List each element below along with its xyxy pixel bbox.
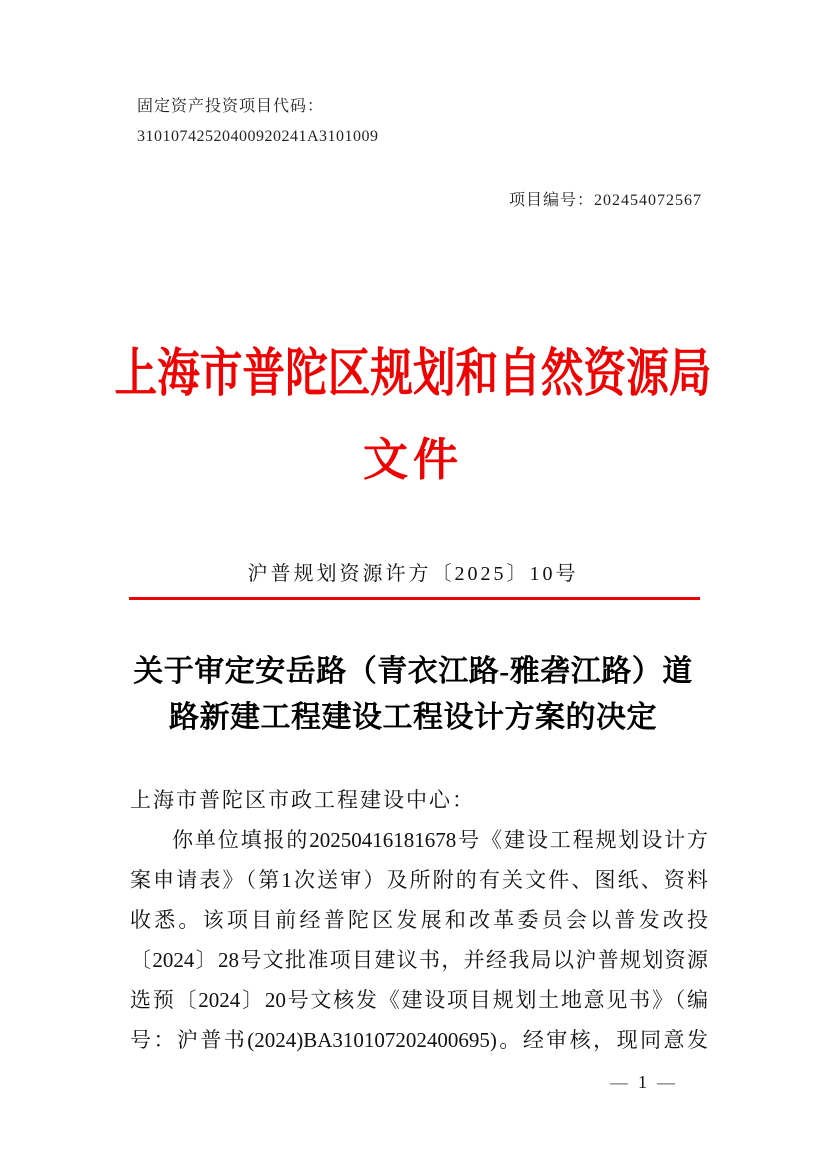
body-line: 选预〔2024〕20号文核发《建设项目规划土地意见书》（编 xyxy=(130,988,708,1012)
fixed-asset-code-block xyxy=(137,92,379,152)
fixed-asset-code-value: 31010742520400920241A3101009 xyxy=(137,128,379,145)
page-number-value: 1 xyxy=(638,1072,649,1092)
document-title xyxy=(0,649,826,741)
project-number: 项目编号：202454072567 xyxy=(508,192,702,209)
body-line: 案申请表》（第1次送审）及所附的有关文件、图纸、资料 xyxy=(130,868,708,892)
page-number-dash-left: — xyxy=(610,1072,630,1092)
body-line: 〔2024〕28号文批准项目建议书，并经我局以沪普规划资源 xyxy=(130,948,708,972)
document-body xyxy=(130,780,708,1060)
page-number-dash-right: — xyxy=(657,1072,677,1092)
agency-masthead-line2: 文件 xyxy=(362,435,463,485)
document-reference-number: 沪普规划资源许方〔2025〕10号 xyxy=(247,563,579,585)
agency-masthead-line1: 上海市普陀区规划和自然资源局 xyxy=(114,346,712,403)
page-number xyxy=(610,1072,677,1093)
fixed-asset-code-label: 固定资产投资项目代码： xyxy=(137,98,325,115)
body-line: 你单位填报的20250416181678号《建设工程规划设计方 xyxy=(172,828,708,852)
document-title-line2: 路新建工程建设工程设计方案的决定 xyxy=(169,701,657,734)
agency-masthead xyxy=(0,344,826,486)
body-line: 号：沪普书(2024)BA310107202400695)。经审核，现同意发 xyxy=(130,1028,708,1052)
body-line: 收悉。该项目前经普陀区发展和改革委员会以普发改投 xyxy=(130,908,708,932)
salutation: 上海市普陀区市政工程建设中心： xyxy=(130,788,475,812)
red-separator-line xyxy=(129,597,700,600)
document-title-line1: 关于审定安岳路（青衣江路-雅砻江路）道 xyxy=(133,655,693,688)
